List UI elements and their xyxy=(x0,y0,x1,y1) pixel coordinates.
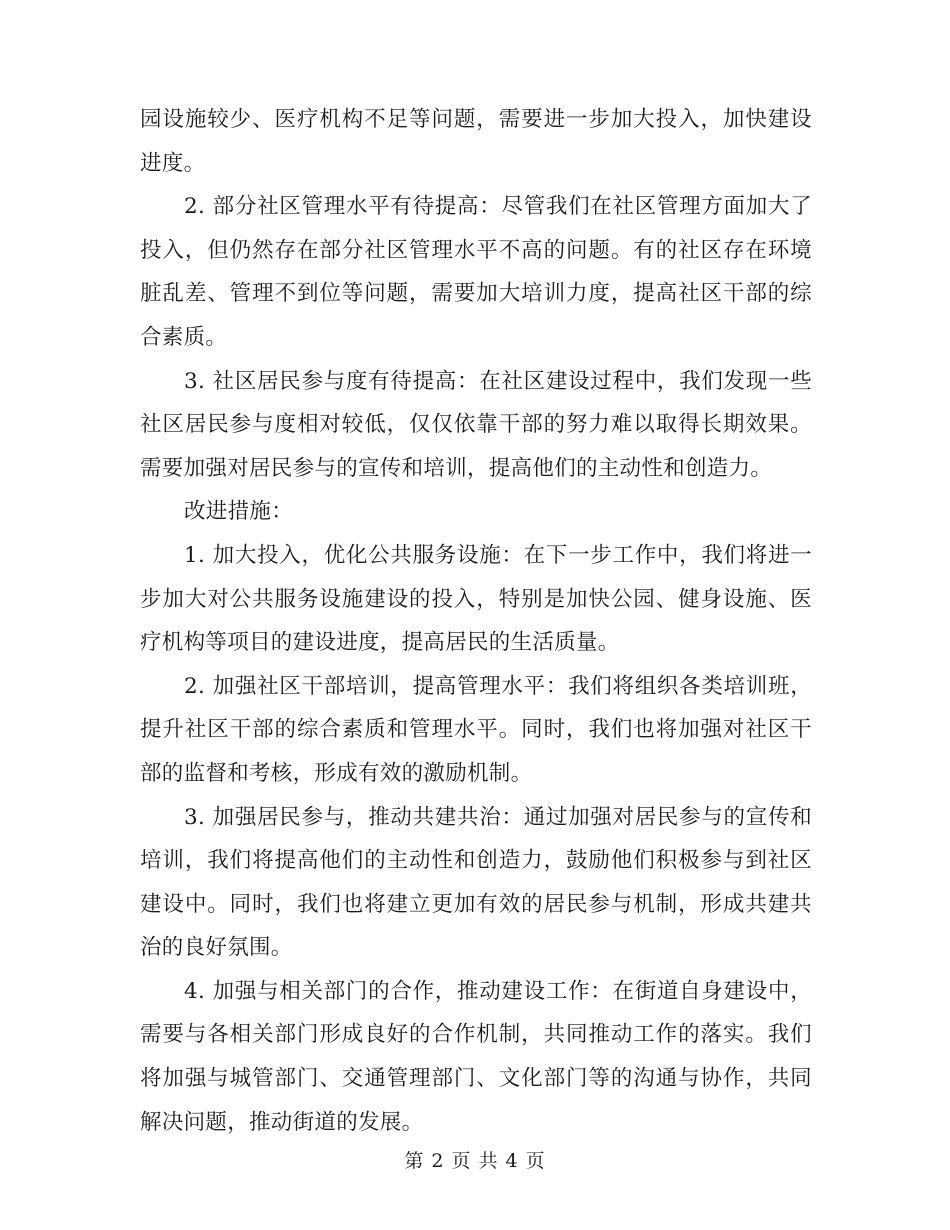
paragraph-continued: 园设施较少、医疗机构不足等问题，需要进一步加大投入，加快建设进度。 xyxy=(140,107,812,176)
document-body xyxy=(140,98,812,1144)
paragraph-measure-3: 3. 加强居民参与，推动共建共治：通过加强对居民参与的宣传和培训，我们将提高他们的主动性和创造力，鼓励他们积极参与到社区建设中。同时，我们也将建立更加有效的居民参与机制，形成共建共治的良好氛围。 xyxy=(140,804,812,961)
paragraph-issue-2: 2. 部分社区管理水平有待提高：尽管我们在社区管理方面加大了投入，但仍然存在部分社区管理水平不高的问题。有的社区存在环境脏乱差、管理不到位等问题，需要加大培训力度，提高社区干部的综合素质。 xyxy=(140,194,812,350)
page-footer: 第 2 页 共 4 页 xyxy=(404,1150,546,1172)
paragraph-measure-2: 2. 加强社区干部培训，提高管理水平：我们将组织各类培训班，提升社区干部的综合素质和管理水平。同时，我们也将加强对社区干部的监督和考核，形成有效的激励机制。 xyxy=(140,673,812,786)
paragraph-issue-3: 3. 社区居民参与度有待提高：在社区建设过程中，我们发现一些社区居民参与度相对较低，仅仅依靠干部的努力难以取得长期效果。需要加强对居民参与的宣传和培训，提高他们的主动性和创造力。 xyxy=(140,368,812,481)
section-heading-improvements: 改进措施： xyxy=(184,499,294,525)
paragraph-measure-4: 4. 加强与相关部门的合作，推动建设工作：在街道自身建设中，需要与各相关部门形成良好的合作机制，共同推动工作的落实。我们将加强与城管部门、交通管理部门、文化部门等的沟通与协作，共同解决问题，推动街道的发展。 xyxy=(140,978,812,1135)
paragraph-measure-1: 1. 加大投入，优化公共服务设施：在下一步工作中，我们将进一步加大对公共服务设施建设的投入，特别是加快公园、健身设施、医疗机构等项目的建设进度，提高居民的生活质量。 xyxy=(140,542,812,656)
